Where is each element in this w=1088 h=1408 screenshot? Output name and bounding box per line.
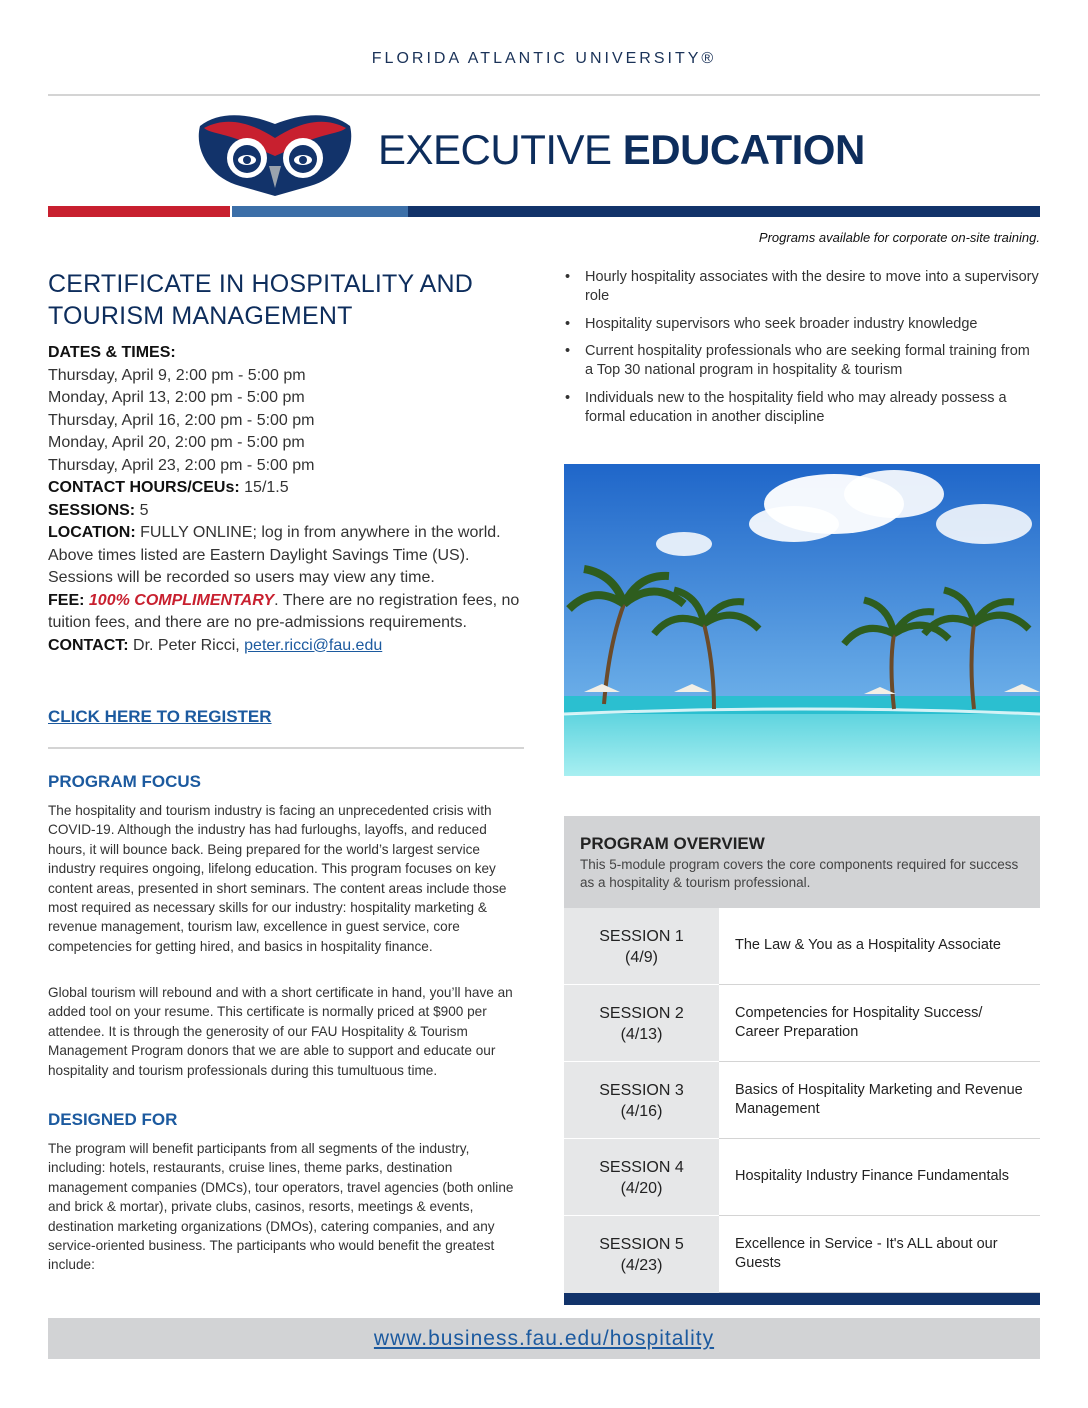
sessions-value: 5 <box>135 501 149 519</box>
overview-header <box>564 816 1040 908</box>
program-overview-panel <box>564 816 1040 1305</box>
list-item: • Hospitality supervisors who seek broader industry knowledge <box>563 315 1041 334</box>
hours-label: CONTACT HOURS/CEUs: <box>48 479 240 496</box>
location-value: FULLY ONLINE; log in from anywhere in the world. Above times listed are Eastern Daylight Savings Time (US). Sessions will be recorded so users may view any time. <box>48 524 501 586</box>
overview-title: PROGRAM OVERVIEW <box>580 834 765 853</box>
dates-label: DATES & TIMES: <box>48 344 176 361</box>
session-name: SESSION 5 <box>599 1235 684 1253</box>
hours-value: 15/1.5 <box>239 479 289 496</box>
session-topic: Competencies for Hospitality Success/ Career Preparation <box>719 985 1040 1062</box>
session-date: (4/9) <box>625 948 658 966</box>
overview-footer-bar <box>564 1293 1040 1305</box>
session-date: (4/16) <box>620 1102 663 1120</box>
onsite-note: Programs available for corporate on-site training. <box>758 230 1040 245</box>
date-line: Monday, April 20, 2:00 pm - 5:00 pm <box>48 434 305 451</box>
university-name: FLORIDA ATLANTIC UNIVERSITY® <box>371 50 717 67</box>
session-row <box>564 1139 1040 1216</box>
title-light: EXECUTIVE <box>378 126 612 173</box>
certificate-title: CERTIFICATE IN HOSPITALITY AND TOURISM MANAGEMENT <box>48 270 474 330</box>
session-name: SESSION 1 <box>599 927 684 945</box>
session-topic: The Law & You as a Hospitality Associate <box>719 908 1040 985</box>
footer-bar <box>48 1318 1040 1359</box>
sessions-label: SESSIONS: <box>48 501 136 519</box>
session-date: (4/13) <box>620 1025 663 1043</box>
location-label: LOCATION: <box>48 524 136 541</box>
certificate-details <box>48 342 526 657</box>
register-link[interactable]: CLICK HERE TO REGISTER <box>48 707 272 726</box>
designed-for-heading: DESIGNED FOR <box>48 1110 178 1129</box>
program-focus-heading: PROGRAM FOCUS <box>48 772 201 791</box>
color-bar <box>48 206 1040 217</box>
session-row <box>564 1216 1040 1293</box>
fee-label: FEE: <box>48 591 85 609</box>
list-item: • Individuals new to the hospitality field who may already possess a formal education in another discipline <box>563 389 1041 427</box>
owl-logo-icon <box>190 104 360 196</box>
session-topic: Excellence in Service - It's ALL about our Guests <box>719 1216 1040 1293</box>
session-row <box>564 908 1040 985</box>
session-name: SESSION 4 <box>599 1158 684 1176</box>
contact-name: Dr. Peter Ricci, <box>128 636 245 654</box>
contact-email-link[interactable]: peter.ricci@fau.edu <box>244 636 383 654</box>
participant-list <box>563 268 1041 435</box>
header-divider <box>48 94 1040 96</box>
session-topic: Hospitality Industry Finance Fundamentals <box>719 1139 1040 1216</box>
overview-description: This 5-module program covers the core components required for success as a hospitality & tourism professional. <box>580 857 1019 890</box>
program-focus-paragraph-2: Global tourism will rebound and with a short certificate in hand, you’ll have an added tool on your resume. This certificate is normally priced at $900 per attendee. It is through the generosity of our FAU Hospitality & Tourism Management Program donors that we are able to support and educate our hospitality and tourism professionals during this tumultuous time. <box>48 985 513 1078</box>
session-row <box>564 1062 1040 1139</box>
program-focus-paragraph-1: The hospitality and tourism industry is facing an unprecedented crisis with COVID-19. Although the industry has had furloughs, layoffs, and reduced hours, it will bounce back. Being prepared for the world’s largest service industry requires ongoing, lifelong education. This program focuses on key content areas, presented in short seminars. The content areas include those most required as necessary skills for our industry: hospitality marketing & revenue management, tourism law, excellence in guest service, core competencies for getting hired, and basics in hospitality finance. <box>48 803 507 954</box>
date-line: Thursday, April 9, 2:00 pm - 5:00 pm <box>48 366 306 384</box>
date-line: Thursday, April 16, 2:00 pm - 5:00 pm <box>48 411 315 429</box>
session-date: (4/20) <box>620 1179 663 1197</box>
session-name: SESSION 3 <box>599 1081 684 1099</box>
title-bold: EDUCATION <box>622 126 865 173</box>
session-row <box>564 985 1040 1062</box>
session-name: SESSION 2 <box>599 1004 684 1022</box>
program-title <box>378 126 865 174</box>
fee-highlight: 100% COMPLIMENTARY <box>88 591 275 609</box>
list-item: • Current hospitality professionals who are seeking formal training from a Top 30 national program in hospitality & tourism <box>563 342 1041 380</box>
fee-value: . There are no registration fees, no tuition fees, and there are no pre-admissions requirements. <box>48 591 520 631</box>
date-line: Monday, April 13, 2:00 pm - 5:00 pm <box>48 389 305 406</box>
date-line: Thursday, April 23, 2:00 pm - 5:00 pm <box>48 456 315 474</box>
designed-for-paragraph: The program will benefit participants from all segments of the industry, including: hotels, restaurants, cruise lines, theme parks, destination management companies (DMCs), tour operators, travel agencies (both online and brick & mortar), private clubs, casinos, resorts, meetings & events, destination marketing organizations (DMOs), catering companies, and any service-oriented business. The participants who would benefit the greatest include: <box>48 1141 514 1273</box>
section-divider <box>48 747 524 749</box>
resort-pool-photo <box>564 464 1040 776</box>
website-link[interactable]: www.business.fau.edu/hospitality <box>373 1327 715 1350</box>
list-item: • Hourly hospitality associates with the desire to move into a supervisory role <box>563 268 1041 306</box>
contact-label: CONTACT: <box>48 636 129 654</box>
session-date: (4/23) <box>620 1256 663 1274</box>
session-topic: Basics of Hospitality Marketing and Revenue Management <box>719 1062 1040 1139</box>
